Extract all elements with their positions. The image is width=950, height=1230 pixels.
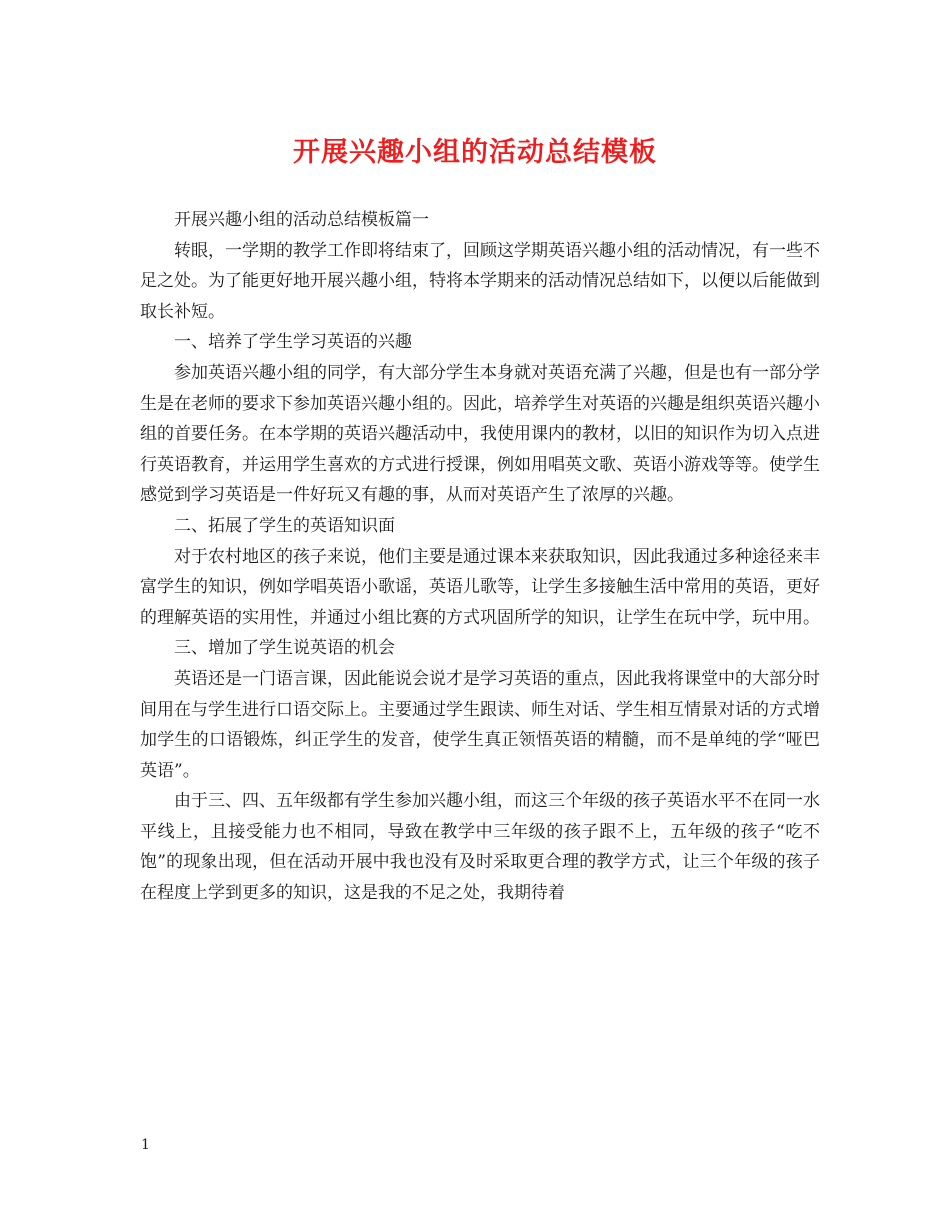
section-heading: 三、增加了学生说英语的机会 — [174, 638, 395, 659]
paragraph: 参加英语兴趣小组的同学，有大部分学生本身就对英语充满了兴趣，但是也有一部分学生是在老师的要求下参加英语兴趣小组的。因此，培养学生对英语的兴趣是组织英语兴趣小组的首要任务。在本学期的英语兴趣活动中，我使用课内的教材，以旧的知识作为切入点进行英语教育，并运用学生喜欢的方式进行授课，例如用唱英文歌、英语小游戏等等。使学生感觉到学习英语是一件好玩又有趣的事，从而对英语产生了浓厚的兴趣。 — [140, 362, 820, 506]
paragraph: 由于三、四、五年级都有学生参加兴趣小组，而这三个年级的孩子英语水平不在同一水平线上，且接受能力也不相同，导致在教学中三年级的孩子跟不上，五年级的孩子“吃不饱”的现象出现，但在活动开展中我也没有及时采取更合理的教学方式，让三个年级的孩子在程度上学到更多的知识，这是我的不足之处，我期待着 — [140, 791, 820, 904]
paragraph: 对于农村地区的孩子来说，他们主要是通过课本来获取知识，因此我通过多种途径来丰富学生的知识，例如学唱英语小歌谣，英语儿歌等，让学生多接触生活中常用的英语，更好的理解英语的实用性，并通过小组比赛的方式巩固所学的知识，让学生在玩中学，玩中用。 — [140, 546, 820, 628]
document-body — [140, 205, 820, 909]
document-title: 开展兴趣小组的活动总结模板 — [293, 137, 657, 168]
paragraph: 转眼，一学期的教学工作即将结束了，回顾这学期英语兴趣小组的活动情况，有一些不足之处。为了能更好地开展兴趣小组，特将本学期来的活动情况总结如下，以便以后能做到取长补短。 — [140, 240, 820, 322]
section-heading: 二、拓展了学生的英语知识面 — [174, 515, 395, 536]
section-heading: 一、培养了学生学习英语的兴趣 — [174, 332, 412, 353]
page-number: 1 — [141, 1137, 150, 1153]
paragraph: 英语还是一门语言课，因此能说会说才是学习英语的重点，因此我将课堂中的大部分时间用在与学生进行口语交际上。主要通过学生跟读、师生对话、学生相互情景对话的方式增加学生的口语锻炼，纠正学生的发音，使学生真正领悟英语的精髓，而不是单纯的学“哑巴英语”。 — [140, 668, 820, 781]
section-heading: 开展兴趣小组的活动总结模板篇一 — [174, 210, 429, 230]
